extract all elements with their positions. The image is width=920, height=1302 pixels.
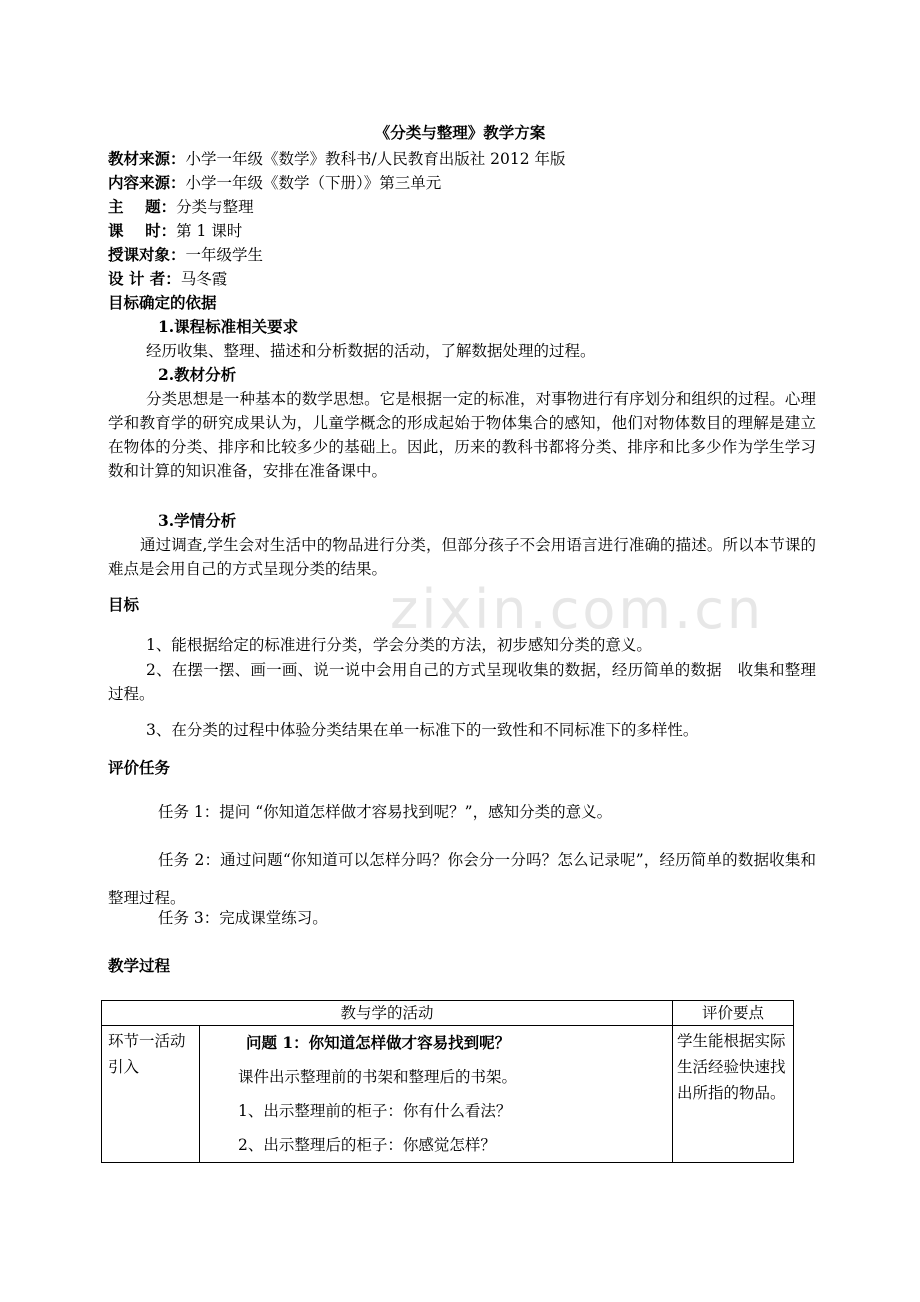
goal-item: 3、在分类的过程中体验分类结果在单一标准下的一致性和不同标准下的多样性。	[146, 721, 699, 739]
section-3-text: 通过调查,学生会对生活中的物品进行分类，但部分孩子不会用语言进行准确的描述。所以本节课的难点是会用自己的方式呈现分类的结果。	[108, 536, 816, 578]
section-2-text: 分类思想是一种基本的数学思想。它是根据一定的标准，对事物进行有序划分和组织的过程。心理学和教育学的研究成果认为，儿童学概念的形成起始于物体集合的感知，他们对物体数目的理解是建立在物体的分类、排序和比较多少的基础上。因此，历来的教科书都将分类、排序和比多少作为学生学习数和计算的知识准备，安排在准备课中。	[108, 390, 816, 480]
meta-value: 马冬霞	[180, 270, 228, 288]
meta-value: 第 1 课时	[176, 222, 243, 240]
meta-value: 小学一年级《数学》教科书/人民教育出版社 2012 年版	[185, 150, 566, 168]
table-header-row	[102, 1001, 794, 1026]
document-title: 《分类与整理》教学方案	[374, 123, 546, 142]
meta-audience	[108, 243, 263, 267]
meta-source	[108, 147, 566, 171]
activity-line: 课件出示整理前的书架和整理后的书架。	[238, 1068, 518, 1086]
task-item: 任务 1：提问 “你知道怎样做才容易找到呢？”，感知分类的意义。	[158, 803, 613, 821]
meta-content	[108, 171, 441, 195]
section-3-heading: 3.学情分析	[158, 511, 237, 530]
table-row	[102, 1026, 794, 1163]
activity-cell	[200, 1026, 673, 1163]
eval-cell: 学生能根据实际生活经验快速找出所指的物品。	[673, 1026, 794, 1163]
meta-label: 授课对象：	[108, 245, 186, 264]
process-table	[101, 1000, 794, 1163]
meta-designer	[108, 267, 227, 291]
eval-heading: 评价任务	[108, 758, 171, 777]
meta-value: 小学一年级《数学（下册）》第三单元	[185, 174, 442, 192]
activity-line: 1、出示整理前的柜子：你有什么看法？	[238, 1102, 512, 1120]
activity-question: 问题 1：你知道怎样做才容易找到呢？	[246, 1033, 511, 1052]
stage-cell: 环节一活动引入	[102, 1026, 200, 1163]
meta-label: 设 计 者：	[108, 269, 181, 288]
goal-item: 1、能根据给定的标准进行分类，学会分类的方法，初步感知分类的意义。	[146, 636, 652, 654]
meta-value: 一年级学生	[185, 246, 264, 264]
meta-label: 内容来源：	[108, 173, 186, 192]
task-item: 任务 2：通过问题“你知道可以怎样分吗？你会分一分吗？怎么记录呢”，经历简单的数据收集和整理过程。	[108, 851, 816, 907]
meta-topic	[108, 195, 254, 219]
meta-label: 课 时：	[108, 221, 177, 240]
meta-label: 主 题：	[108, 197, 177, 216]
task-item: 任务 3：完成课堂练习。	[158, 909, 328, 927]
section-1-text: 经历收集、整理、描述和分析数据的活动，了解数据处理的过程。	[146, 342, 596, 360]
header-eval: 评价要点	[673, 1001, 794, 1026]
section-1-heading: 1.课程标准相关要求	[158, 317, 299, 336]
meta-value: 分类与整理	[176, 198, 254, 216]
goals-heading: 目标	[108, 595, 140, 614]
process-heading: 教学过程	[108, 956, 171, 975]
meta-label: 教材来源：	[108, 149, 186, 168]
section-2-heading: 2.教材分析	[158, 365, 237, 384]
meta-period	[108, 219, 242, 243]
goal-item: 2、在摆一摆、画一画、说一说中会用自己的方式呈现收集的数据，经历简单的数据 收集和整理过程。	[108, 661, 816, 703]
watermark: zixin.com.cn	[390, 578, 765, 641]
activity-line: 2、出示整理后的柜子：你感觉怎样？	[238, 1136, 496, 1154]
basis-heading: 目标确定的依据	[108, 293, 217, 312]
header-activity: 教与学的活动	[102, 1001, 673, 1026]
